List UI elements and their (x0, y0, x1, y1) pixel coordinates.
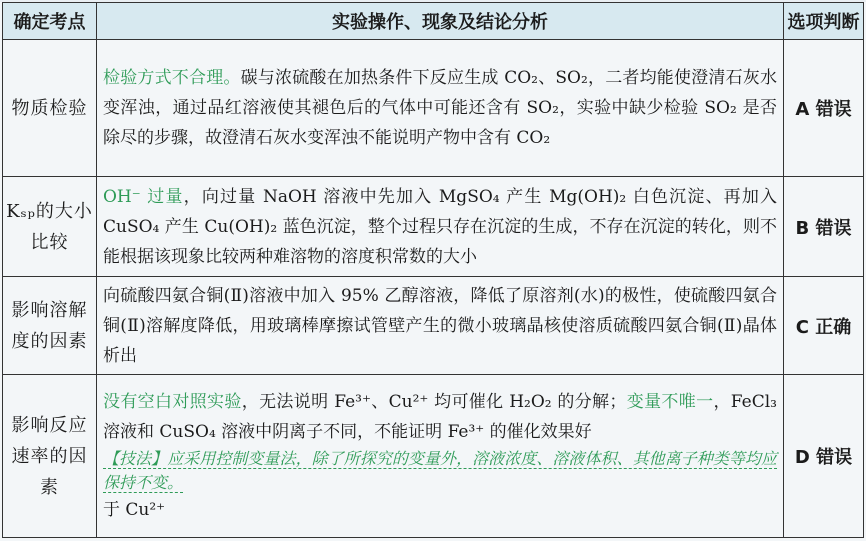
analysis-table-page (0, 2, 866, 541)
technique-tip (103, 447, 777, 495)
highlight-text: 检验方式不合理。 (103, 68, 241, 88)
analysis-text: 碳与浓硫酸在加热条件下反应生成 CO₂、SO₂，二者均能使澄清石灰水变浑浊，通过品红溶液使其褪色后的气体中可能还含有 SO₂，实验中缺少检验 SO₂ 是否除尽的步骤，故澄清石灰水变浑浊不能说明产物中含有 CO₂ (103, 68, 777, 148)
table-row (3, 375, 864, 538)
row-topic: 影响溶解度的因素 (3, 277, 97, 375)
header-topic: 确定考点 (3, 3, 97, 40)
header-judgement: 选项判断 (784, 3, 864, 40)
tip-text: 【技法】应采用控制变量法，除了所探究的变量外，溶液浓度、溶液体积、其他离子种类等均应保持不变。 (103, 449, 777, 492)
row-analysis (97, 177, 784, 277)
analysis-text: ，向过量 NaOH 溶液中先加入 MgSO₄ 产生 Mg(OH)₂ 白色沉淀、再加入 CuSO₄ 产生 Cu(OH)₂ 蓝色沉淀，整个过程只存在沉淀的生成，不存在沉淀的转化，则不能根据该现象比较两种难溶物的溶度积常数的大小 (103, 186, 778, 267)
row-topic: Kₛₚ的大小比较 (3, 177, 97, 277)
analysis-text: ，FeCl₃ 溶液和 CuSO₄ 溶液中阴离子不同，不能证明 Fe³⁺ 的催化效果好 (103, 392, 777, 442)
row-topic: 物质检验 (3, 40, 97, 177)
row-judgement: A 错误 (784, 40, 864, 177)
row-judgement: D 错误 (784, 375, 864, 538)
row-judgement: B 错误 (784, 177, 864, 277)
analysis-table (2, 2, 864, 538)
analysis-text: 向硫酸四氨合铜(Ⅱ)溶液中加入 95% 乙醇溶液，降低了原溶剂(水)的极性，使硫酸四氨合铜(Ⅱ)溶解度降低，用玻璃棒摩擦试管壁产生的微小玻璃晶核使溶质硫酸四氨合铜(Ⅱ)晶体析出 (103, 285, 777, 366)
row-analysis (97, 40, 784, 177)
table-header-row (3, 3, 864, 40)
row-judgement: C 正确 (784, 277, 864, 375)
row-topic: 影响反应速率的因素 (3, 375, 97, 538)
table-row (3, 277, 864, 375)
table-row (3, 177, 864, 277)
highlight-text: OH⁻ 过量 (103, 186, 184, 207)
highlight-text: 变量不唯一 (626, 392, 714, 412)
analysis-tail-text: 于 Cu²⁺ (103, 500, 166, 520)
table-row (3, 40, 864, 177)
row-analysis (97, 375, 784, 538)
analysis-text: ，无法说明 Fe³⁺、Cu²⁺ 均可催化 H₂O₂ 的分解； (241, 392, 627, 412)
row-analysis (97, 277, 784, 375)
header-analysis: 实验操作、现象及结论分析 (97, 3, 784, 40)
highlight-text: 没有空白对照实验 (103, 392, 242, 412)
